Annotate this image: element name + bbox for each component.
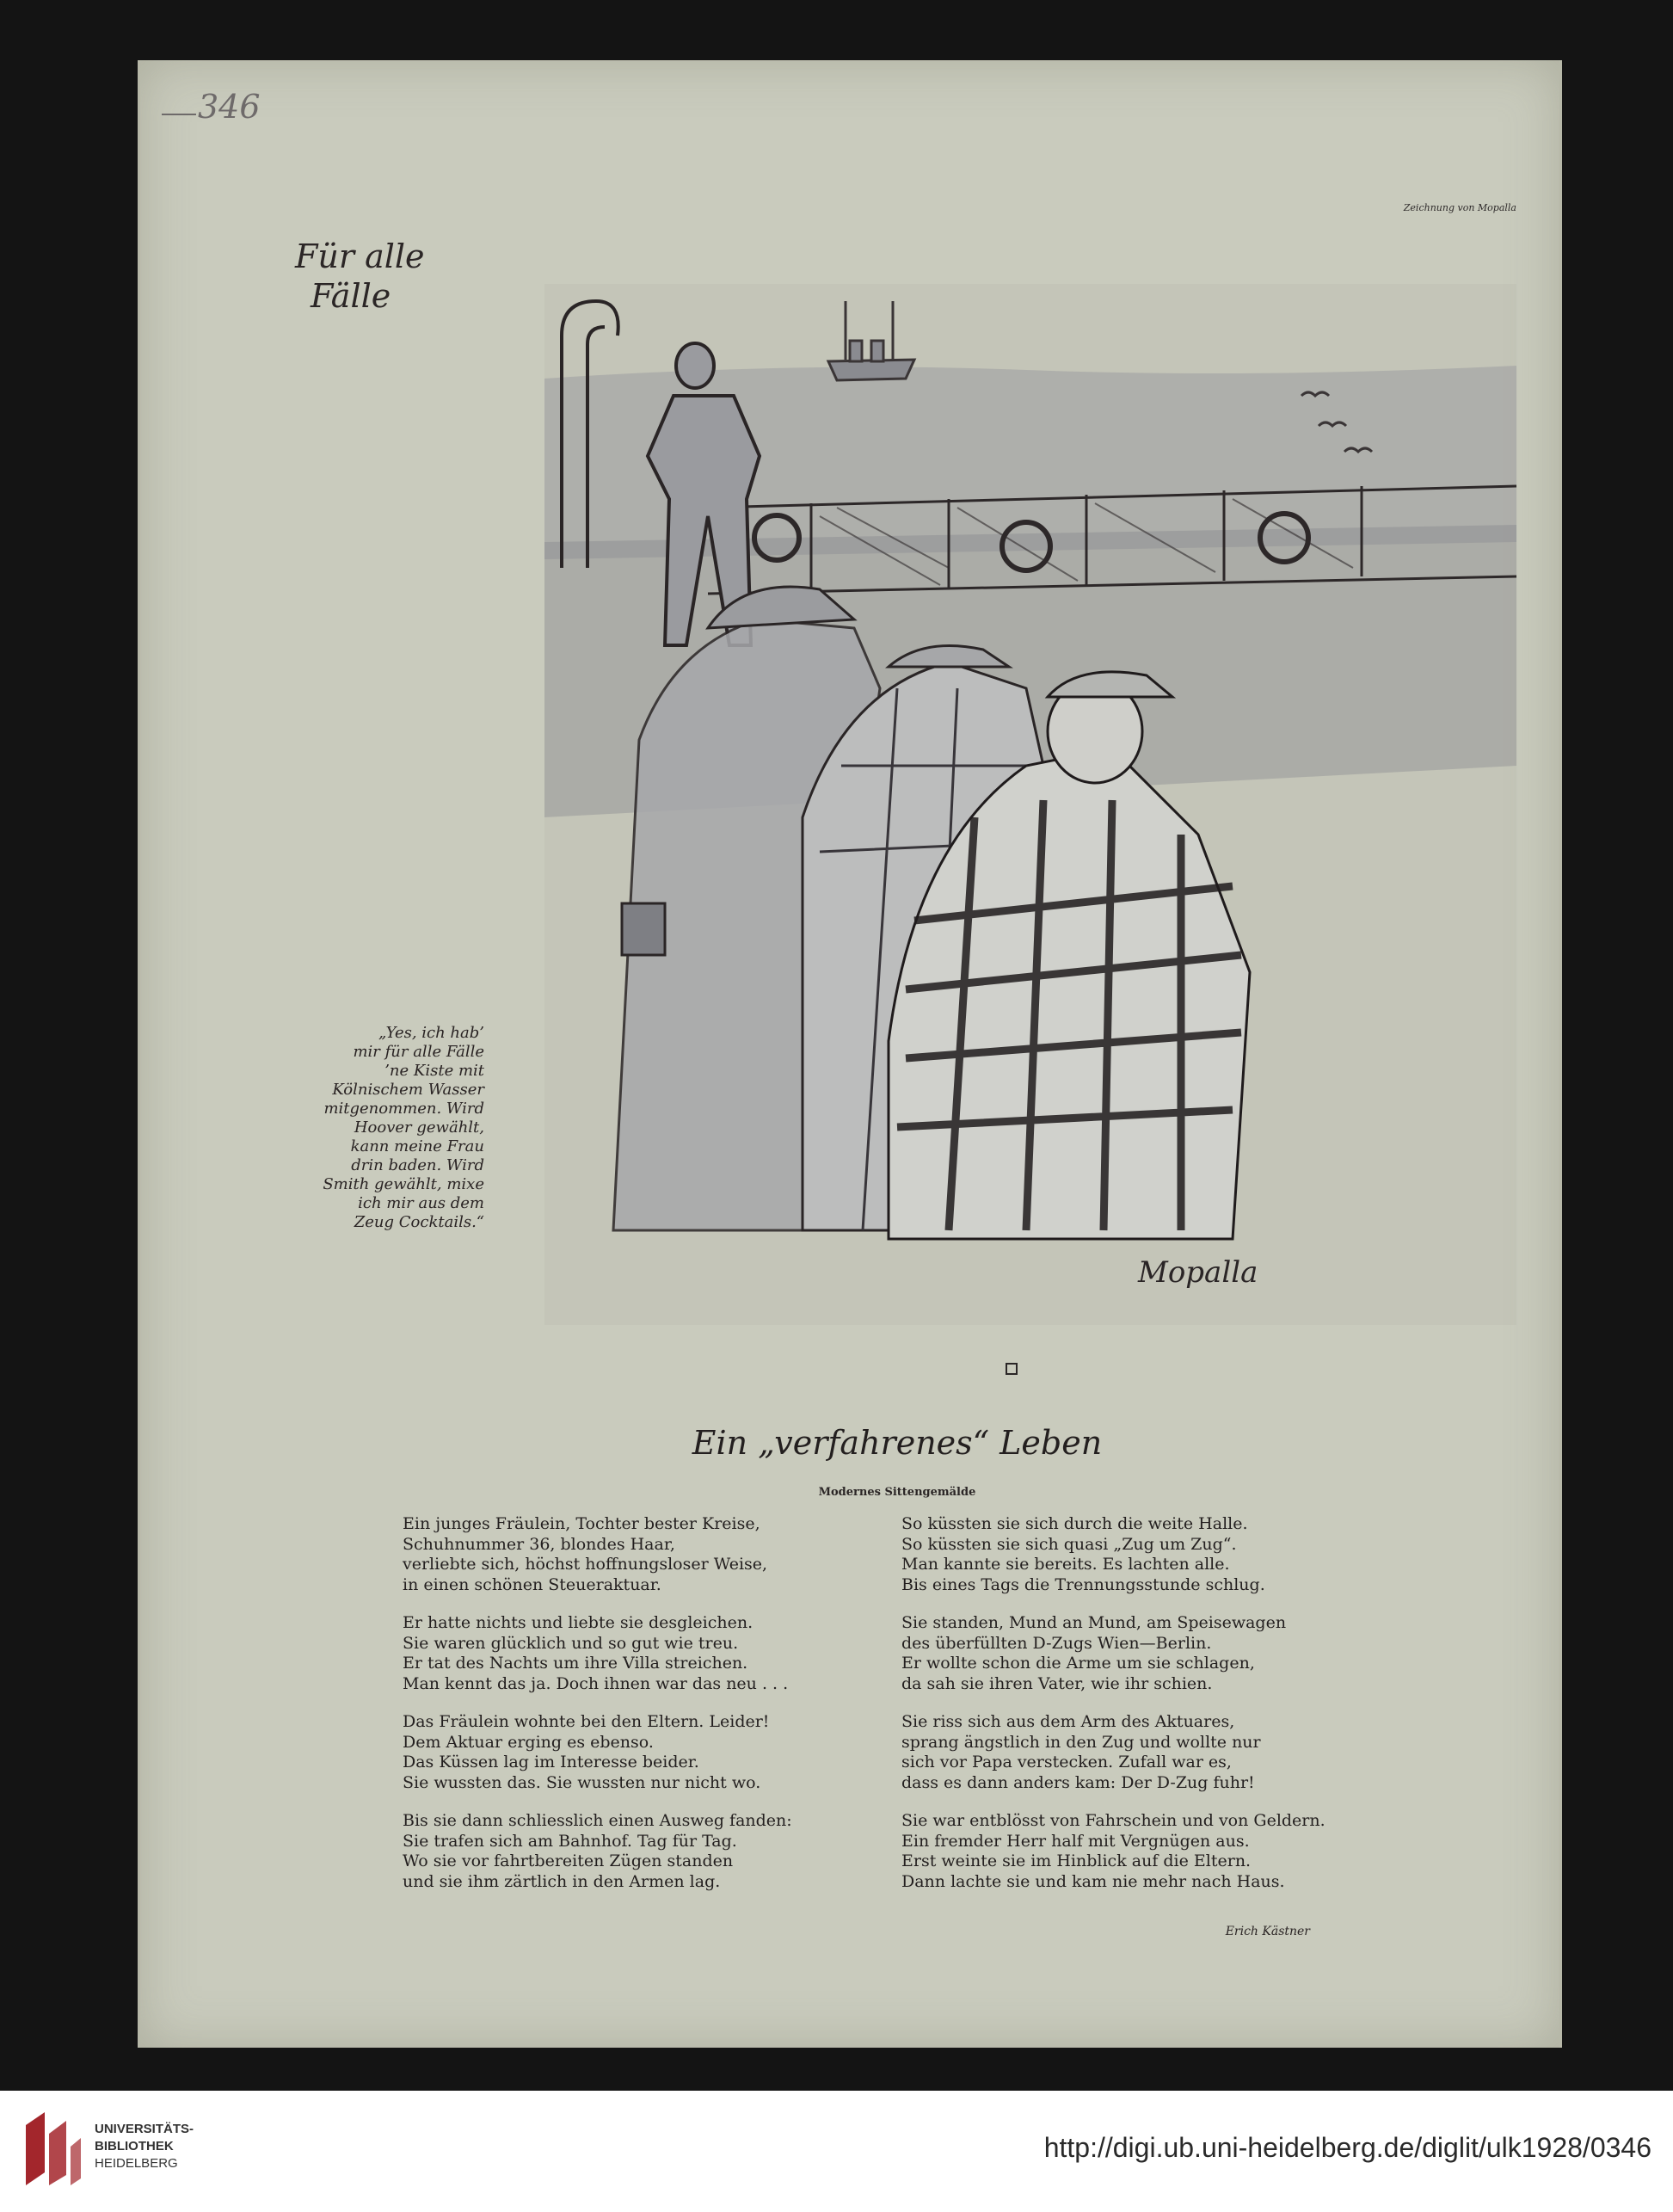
- permalink-url[interactable]: http://digi.ub.uni-heidelberg.de/diglit/ulk1928/0346: [1043, 2132, 1651, 2163]
- cartoon-caption: [282, 1024, 484, 1232]
- verse-line: Das Küssen lag im Interesse beider.: [403, 1753, 699, 1771]
- poem-author: Erich Kästner: [1225, 1925, 1310, 1938]
- verse-line: Ein junges Fräulein, Tochter bester Kreise,: [403, 1514, 760, 1533]
- library-name-line: HEIDELBERG: [95, 2156, 178, 2171]
- caption-line: mir für alle Fälle: [353, 1043, 484, 1061]
- section-divider-square: [1006, 1363, 1018, 1375]
- caption-line: Kölnischem Wasser: [332, 1081, 484, 1099]
- caption-line: Hoover gewählt,: [354, 1118, 484, 1137]
- verse-line: Wo sie vor fahrtbereiten Zügen standen: [403, 1852, 734, 1870]
- stanza: [901, 1613, 1383, 1694]
- verse-line: Man kennt das ja. Doch ihnen war das neu . . .: [403, 1673, 789, 1693]
- library-name-line: UNIVERSITÄTS-: [95, 2122, 194, 2136]
- verse-line: Sie wussten das. Sie wussten nur nicht wo.: [403, 1772, 761, 1792]
- stanza: [403, 1712, 884, 1793]
- verse-line: So küssten sie sich quasi „Zug um Zug“.: [901, 1534, 1237, 1554]
- svg-text:346: 346: [198, 88, 261, 126]
- artist-signature: Mopalla: [1138, 1255, 1258, 1290]
- cartoon-title: [295, 237, 519, 316]
- cartoon-title-line-1: Für alle: [295, 237, 425, 275]
- caption-line: ich mir aus dem: [358, 1194, 484, 1212]
- verse-line: Er tat des Nachts um ihre Villa streichen.: [403, 1654, 748, 1673]
- verse-line: sprang ängstlich in den Zug und wollte nur: [901, 1732, 1261, 1752]
- stanza: [403, 1811, 884, 1892]
- caption-line: Smith gewählt, mixe: [323, 1175, 484, 1193]
- handwritten-page-number: [162, 82, 274, 129]
- verse-line: Sie waren glücklich und so gut wie treu.: [403, 1633, 739, 1653]
- footer-bar: [0, 2091, 1673, 2212]
- caption-line: „Yes, ich hab’: [378, 1024, 484, 1042]
- magazine-page: [138, 60, 1562, 2048]
- verse-line: Er hatte nichts und liebte sie desgleichen.: [403, 1613, 753, 1632]
- verse-line: des überfüllten D-Zugs Wien—Berlin.: [901, 1633, 1212, 1653]
- verse-line: So küssten sie sich durch die weite Halle.: [901, 1514, 1248, 1533]
- stanza: [403, 1613, 884, 1694]
- verse-line: sich vor Papa verstecken. Zufall war es,: [901, 1753, 1232, 1771]
- library-name-line: BIBLIOTHEK: [95, 2139, 174, 2153]
- stanza: [403, 1514, 884, 1595]
- verse-line: Man kannte sie bereits. Es lachten alle.: [901, 1555, 1230, 1574]
- poem-column-left: [403, 1514, 884, 1910]
- stanza: [901, 1712, 1383, 1793]
- verse-line: in einen schönen Steueraktuar.: [403, 1574, 661, 1594]
- verse-line: Schuhnummer 36, blondes Haar,: [403, 1534, 675, 1554]
- verse-line: Er wollte schon die Arme um sie schlagen,: [901, 1654, 1255, 1673]
- library-name[interactable]: [95, 2121, 194, 2172]
- cartoon-title-line-2: Fälle: [311, 277, 391, 315]
- verse-line: Bis eines Tags die Trennungsstunde schlug.: [901, 1574, 1265, 1594]
- caption-line: mitgenommen. Wird: [323, 1100, 484, 1118]
- verse-line: und sie ihm zärtlich in den Armen lag.: [403, 1871, 721, 1891]
- verse-line: verliebte sich, höchst hoffnungsloser Weise,: [403, 1555, 768, 1574]
- verse-line: Bis sie dann schliesslich einen Ausweg fanden:: [403, 1811, 792, 1830]
- verse-line: Das Fräulein wohnte bei den Eltern. Leider!: [403, 1712, 770, 1731]
- verse-line: Sie standen, Mund an Mund, am Speisewagen: [901, 1613, 1287, 1632]
- cartoon-illustration: [544, 284, 1516, 1325]
- university-library-logo-icon[interactable]: [19, 2108, 83, 2190]
- illustration-credit: Zeichnung von Mopalla: [1403, 202, 1516, 213]
- verse-line: da sah sie ihren Vater, wie ihr schien.: [901, 1673, 1213, 1693]
- stanza: [901, 1514, 1383, 1595]
- caption-line: ’ne Kiste mit: [384, 1062, 484, 1080]
- verse-line: Ein fremder Herr half mit Vergnügen aus.: [901, 1831, 1250, 1851]
- poem-subtitle: Modernes Sittengemälde: [818, 1486, 976, 1499]
- caption-line: drin baden. Wird: [351, 1156, 484, 1174]
- poem-column-right: [901, 1514, 1383, 1910]
- verse-line: Erst weinte sie im Hinblick auf die Eltern.: [901, 1852, 1252, 1870]
- verse-line: Sie trafen sich am Bahnhof. Tag für Tag.: [403, 1831, 737, 1851]
- verse-line: dass es dann anders kam: Der D-Zug fuhr!: [901, 1772, 1255, 1792]
- verse-line: Dann lachte sie und kam nie mehr nach Haus.: [901, 1871, 1285, 1891]
- caption-line: kann meine Frau: [350, 1137, 484, 1155]
- verse-line: Sie riss sich aus dem Arm des Aktuares,: [901, 1712, 1235, 1731]
- verse-line: Sie war entblösst von Fahrschein und von Geldern.: [901, 1811, 1325, 1830]
- verse-line: Dem Aktuar erging es ebenso.: [403, 1732, 654, 1752]
- caption-line: Zeug Cocktails.“: [354, 1213, 484, 1231]
- poem-title: Ein „verfahrenes“ Leben: [692, 1424, 1103, 1462]
- stanza: [901, 1811, 1383, 1892]
